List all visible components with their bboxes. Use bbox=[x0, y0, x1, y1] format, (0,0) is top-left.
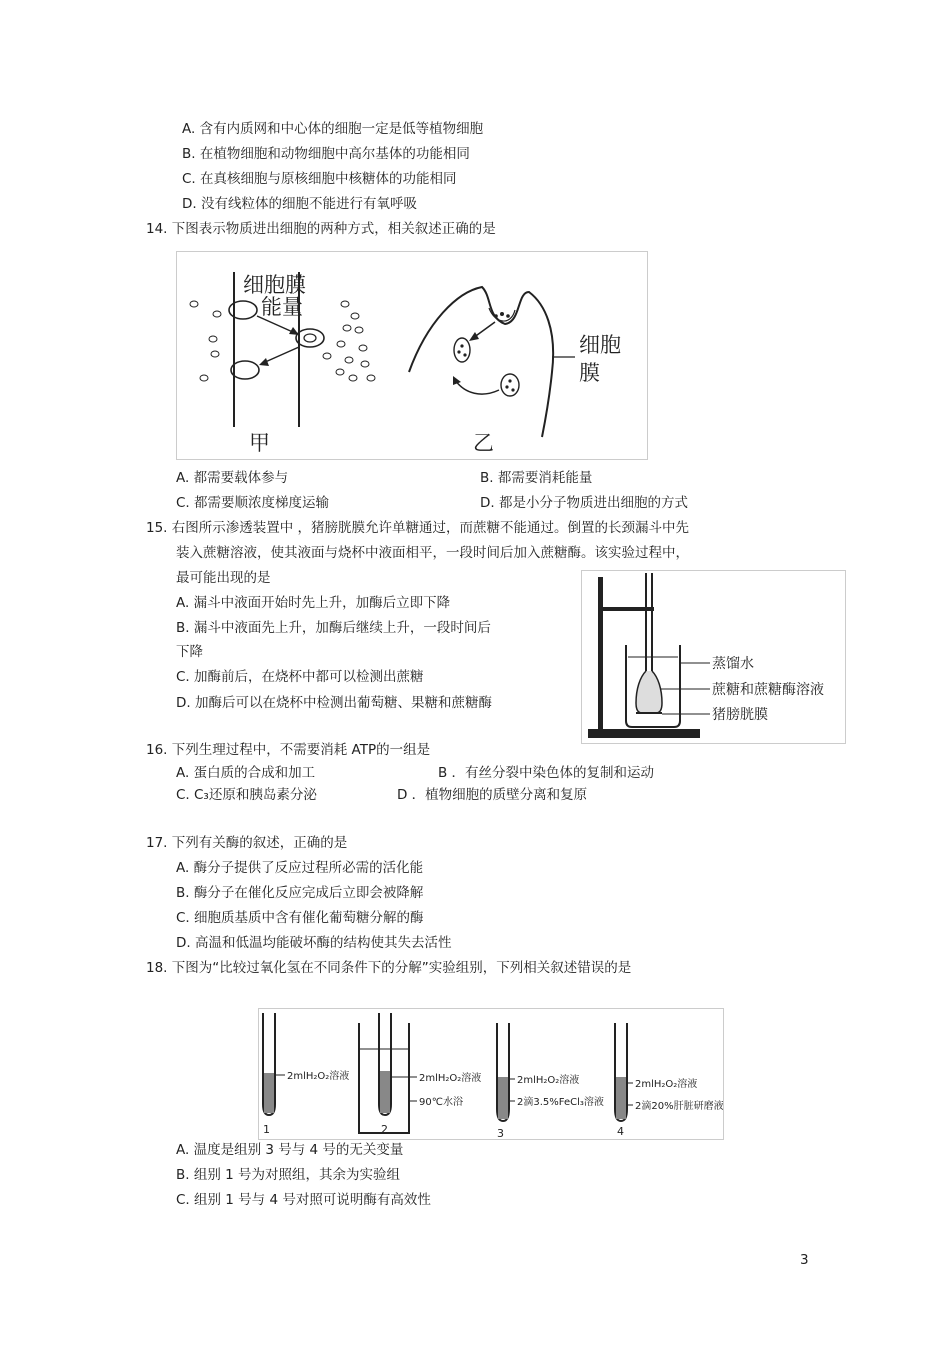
q16-stem: 16. 下列生理过程中，不需要消耗 ATP的一组是 bbox=[146, 742, 431, 758]
q13-option-b: B. 在植物细胞和动物细胞中高尔基体的功能相同 bbox=[182, 146, 470, 162]
q14-option-d: D. 都是小分子物质进出细胞的方式 bbox=[480, 495, 688, 511]
q15-stem-line1: 15. 右图所示渗透装置中 ，猪膀胱膜允许单糖通过，而蔗糖不能通过。倒置的长颈漏斗中先 bbox=[146, 520, 690, 536]
q16-option-c: C. C₃还原和胰岛素分泌 bbox=[176, 787, 317, 803]
q14-label-cell: 细胞 bbox=[579, 333, 621, 357]
q18-label-n4: 4 bbox=[617, 1125, 624, 1138]
q14-option-a: A. 都需要载体参与 bbox=[176, 470, 289, 486]
q14-label-membrane-2: 膜 bbox=[579, 361, 600, 385]
q18-label-tube1: 2mlH₂O₂溶液 bbox=[287, 1071, 350, 1082]
q18-label-tube3b: 2滴3.5%FeCl₃溶液 bbox=[517, 1097, 604, 1108]
q17-option-a: A. 酶分子提供了反应过程所必需的活化能 bbox=[176, 860, 424, 876]
q14-label-yi: 乙 bbox=[473, 431, 494, 455]
q18-label-tube4b: 2滴20%肝脏研磨液 bbox=[635, 1101, 723, 1112]
q17-option-d: D. 高温和低温均能破坏酶的结构使其失去活性 bbox=[176, 935, 452, 951]
q15-stem-line2: 装入蔗糖溶液，使其液面与烧杯中液面相平，一段时间后加入蔗糖酶。该实验过程中， bbox=[176, 545, 689, 561]
q15-stem-line3: 最可能出现的是 bbox=[176, 570, 271, 586]
q14-option-b: B. 都需要消耗能量 bbox=[480, 470, 593, 486]
q15-option-a: A. 漏斗中液面开始时先上升，加酶后立即下降 bbox=[176, 595, 451, 611]
q18-label-tube4a: 2mlH₂O₂溶液 bbox=[635, 1079, 698, 1090]
q18-stem: 18. 下图为“比较过氧化氢在不同条件下的分解”实验组别，下列相关叙述错误的是 bbox=[146, 960, 632, 976]
q14-figure-transport bbox=[176, 251, 648, 460]
q18-option-c: C. 组别 1 号与 4 号对照可说明酶有高效性 bbox=[176, 1192, 431, 1208]
q18-label-tube2a: 2mlH₂O₂溶液 bbox=[419, 1073, 482, 1084]
q16-option-b: B ．有丝分裂中染色体的复制和运动 bbox=[438, 765, 655, 781]
q18-label-n1: 1 bbox=[263, 1123, 270, 1136]
q13-option-c: C. 在真核细胞与原核细胞中核糖体的功能相同 bbox=[182, 171, 457, 187]
q16-option-a: A. 蛋白质的合成和加工 bbox=[176, 765, 316, 781]
q15-label-water: 蒸馏水 bbox=[712, 656, 754, 672]
q18-option-b: B. 组别 1 号为对照组，其余为实验组 bbox=[176, 1167, 401, 1183]
q18-figure-tubes bbox=[258, 1008, 724, 1140]
q14-label-energy: 能量 bbox=[261, 295, 303, 319]
q18-label-n2: 2 bbox=[381, 1123, 388, 1136]
q13-option-a: A. 含有内质网和中心体的细胞一定是低等植物细胞 bbox=[182, 121, 484, 137]
q17-option-c: C. 细胞质基质中含有催化葡萄糖分解的酶 bbox=[176, 910, 424, 926]
q15-option-b-line1: B. 漏斗中液面先上升，加酶后继续上升，一段时间后 bbox=[176, 620, 491, 636]
q18-option-a: A. 温度是组别 3 号与 4 号的无关变量 bbox=[176, 1142, 404, 1158]
q14-label-jia: 甲 bbox=[249, 431, 270, 455]
q14-option-c: C. 都需要顺浓度梯度运输 bbox=[176, 495, 330, 511]
q15-option-b-line2: 下降 bbox=[176, 644, 203, 660]
q18-label-n3: 3 bbox=[497, 1127, 504, 1139]
q18-label-tube2b: 90℃水浴 bbox=[419, 1097, 463, 1108]
q14-label-membrane: 细胞膜 bbox=[243, 273, 306, 297]
q18-label-tube3a: 2mlH₂O₂溶液 bbox=[517, 1075, 580, 1086]
q15-option-c: C. 加酶前后，在烧杯中都可以检测出蔗糖 bbox=[176, 669, 424, 685]
q15-option-d: D. 加酶后可以在烧杯中检测出葡萄糖、果糖和蔗糖酶 bbox=[176, 695, 492, 711]
q15-figure-osmosis bbox=[581, 570, 846, 744]
q14-stem: 14. 下图表示物质进出细胞的两种方式，相关叙述正确的是 bbox=[146, 221, 496, 237]
q17-option-b: B. 酶分子在催化反应完成后立即会被降解 bbox=[176, 885, 424, 901]
q15-label-bladder: 猪膀胱膜 bbox=[712, 707, 768, 723]
q13-option-d: D. 没有线粒体的细胞不能进行有氧呼吸 bbox=[182, 196, 417, 212]
q16-option-d: D ．植物细胞的质壁分离和复原 bbox=[397, 787, 588, 803]
q15-label-solution: 蔗糖和蔗糖酶溶液 bbox=[712, 682, 824, 698]
q17-stem: 17. 下列有关酶的叙述，正确的是 bbox=[146, 835, 348, 851]
page-number: 3 bbox=[800, 1252, 809, 1268]
